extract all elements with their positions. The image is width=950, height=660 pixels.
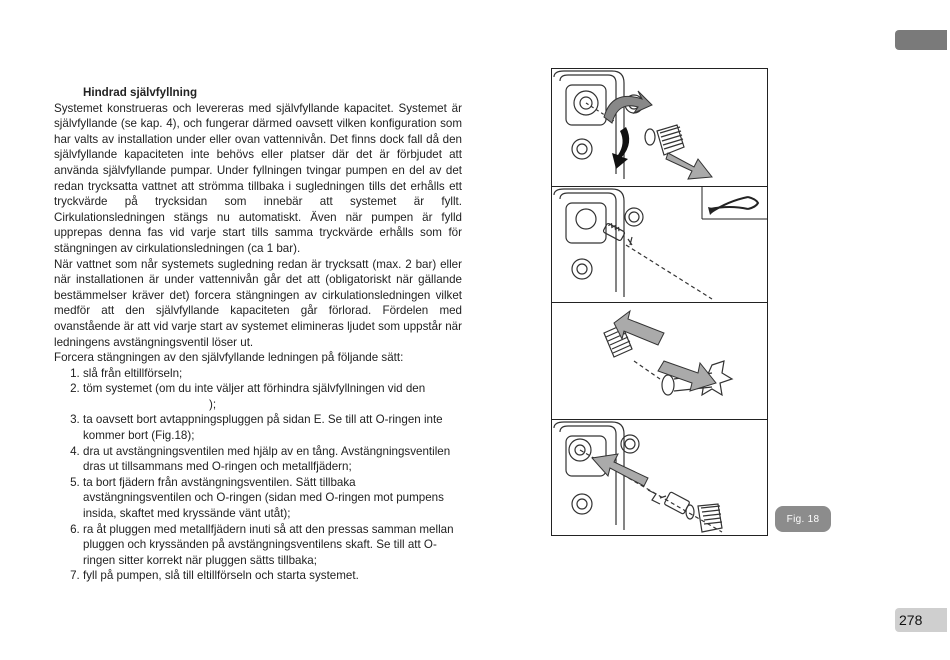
step-item: 3. ta oavsett bort avtappningspluggen på sidan E. Se till att O-ringen inte kommer bort (Fig.18);	[83, 412, 462, 443]
figure-label: Fig. 18	[775, 506, 831, 532]
figure-18	[551, 68, 768, 536]
step-item: 4. dra ut avstängningsventilen med hjälp av en tång. Avstängningsventilen dras ut tillsammans med O-ringen och metallfjädern;	[83, 444, 462, 475]
figure-panel-spring	[552, 303, 767, 419]
steps-list	[54, 366, 462, 584]
section-tab	[895, 30, 947, 50]
step-item: 7. fyll på pumpen, slå till eltillförseln och starta systemet.	[83, 568, 462, 584]
section-heading: Hindrad självfyllning	[83, 86, 198, 99]
step-item: 2. töm systemet (om du inte väljer att förhindra självfyllningen vid den );	[83, 381, 462, 412]
step-2-suffix: );	[209, 397, 217, 411]
step-item: 6. ra åt pluggen med metallfjädern inuti så att den pressas samman mellan pluggen och kryssänden på avstängningsventilens skaft. Se till att O-ringen sitter korrekt när pluggen sätts tillbaka;	[83, 522, 462, 569]
step-item: 1. slå från eltillförseln;	[83, 366, 462, 382]
step-item: 5. ta bort fjädern från avstängningsventilen. Sätt tillbaka avstängningsventilen och O-ringen (sidan med O-ringen mot pumpens insida, skaftet med kryssände vänt utåt);	[83, 475, 462, 522]
figure-panel-reinsert	[552, 420, 767, 535]
paragraph-3: Forcera stängningen av den självfyllande ledningen på följande sätt:	[54, 351, 404, 365]
paragraph-1: Systemet konstrueras och levereras med självfyllande kapacitet. Systemet är självfyllande (se kap. 4), och fungerar därmed oavsett vilken konfiguration som har valts av installation under eller ovan vattennivån. Det finns dock fall då den självfyllande kapaciteten inte behövs eller platser där det är förbjudet att använda självfyllande pumpar. Under fyllningen tvingar pumpen en del av det redan trycksatta vattnet att strömma tillbaka i sugledningen tills det erhålls ett tryckvärde på trycksidan som innebär att systemet är fyllt. Cirkulationsledningen stängs nu automatiskt. Även när pumpen är fylld upprepas denna fas vid varje start tills samma tryckvärde erhålls som för stängningen av cirkulationsledningen (ca 1 bar).	[54, 101, 462, 255]
body-text	[54, 85, 462, 584]
page-number: 278	[895, 608, 947, 632]
figure-panel-pliers	[552, 187, 767, 302]
paragraph-2: När vattnet som når systemets sugledning redan är trycksatt (max. 2 bar) eller när installationen är under vattennivån går det att (obligatoriskt när gällande bestämmelser kräver det) forcera stängningen av cirkulationsledningen vilket medför att den självfyllande kapaciteten går förlorad. Fördelen med ovanstående är att vid varje start av systemet elimineras ljudet som uppstår när ledningens avstängningsventil löser ut.	[54, 257, 462, 349]
figure-panel-remove-plug	[552, 69, 767, 186]
